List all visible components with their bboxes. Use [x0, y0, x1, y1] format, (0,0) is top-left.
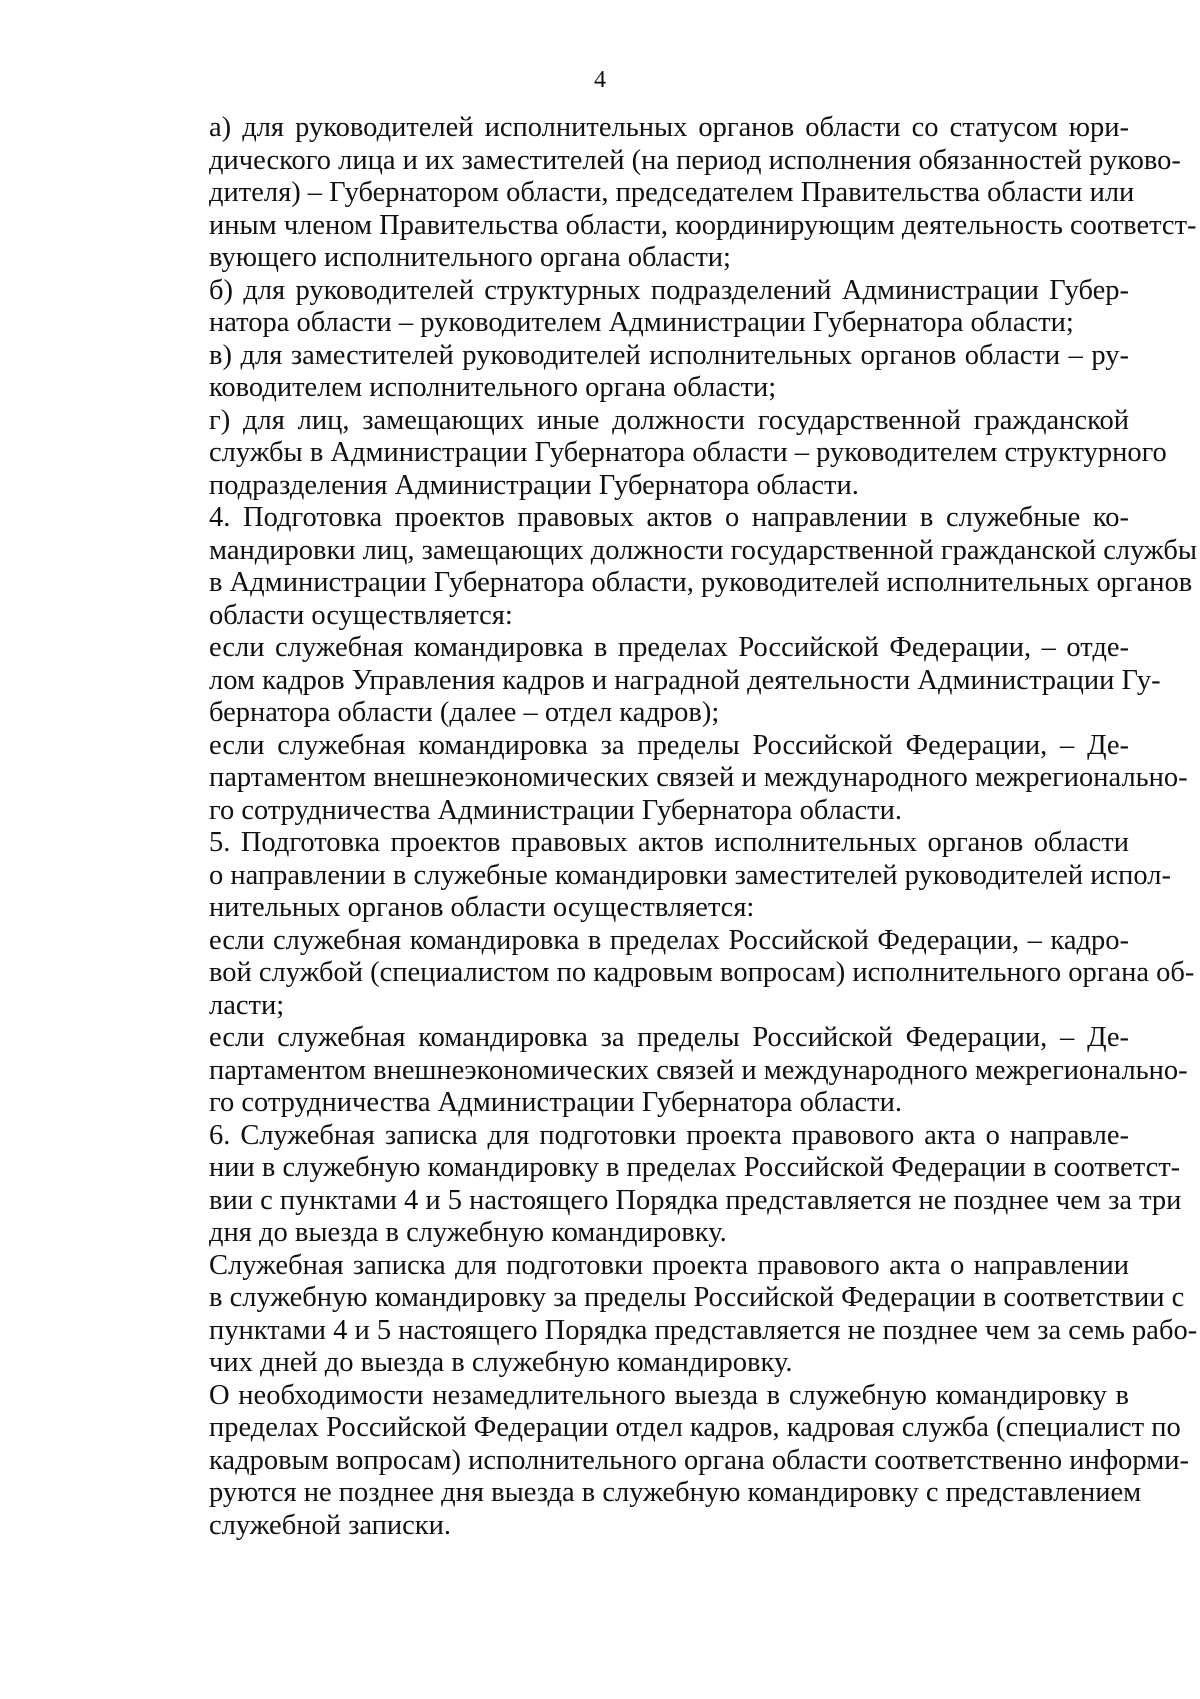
text-line: О необходимости незамедлительного выезда в служебную командировку в	[209, 1379, 1129, 1411]
text-line: в служебную командировку за пределы Российской Федерации в соответствии с	[209, 1282, 1185, 1313]
text-line: лом кадров Управления кадров и наградной деятельности Администрации Гу-	[209, 664, 1161, 696]
text-line: подразделения Администрации Губернатора области.	[209, 469, 859, 501]
paragraph-4-foreign	[139, 729, 1188, 828]
text-line: нительных органов области осуществляется:	[209, 892, 755, 923]
text-line: служебной записки.	[209, 1509, 451, 1541]
text-line: в) для заместителей руководителей исполнительных органов области – ру-	[209, 339, 1129, 371]
text-line: области осуществляется:	[209, 599, 513, 631]
text-line: натора области – руководителем Администрации Губернатора области;	[209, 307, 1074, 338]
text-line: дического лица и их заместителей (на период исполнения обязанностей руково-	[209, 144, 1181, 176]
text-line: партаментом внешнеэкономических связей и международного межрегионально-	[209, 1054, 1188, 1086]
paragraph-4-domestic	[139, 632, 1161, 730]
text-line: партаментом внешнеэкономических связей и международного межрегионально-	[209, 762, 1188, 793]
text-line: ласти;	[209, 989, 285, 1021]
text-line: 6. Служебная записка для подготовки проекта правового акта о направле-	[209, 1119, 1129, 1151]
text-line: дителя) – Губернатором области, председателем Правительства области или	[209, 177, 1135, 208]
text-line: службы в Администрации Губернатора области – руководителем структурного	[209, 437, 1167, 468]
text-line: руются не позднее дня выезда в служебную командировку с представлением	[209, 1477, 1142, 1508]
text-line: пределах Российской Федерации отдел кадров, кадровая служба (специалист по	[209, 1412, 1181, 1443]
text-line: б) для руководителей структурных подразделений Администрации Губер-	[209, 274, 1129, 306]
text-line: вующего исполнительного органа области;	[209, 242, 731, 273]
text-line: 5. Подготовка проектов правовых актов исполнительных органов области	[209, 827, 1129, 858]
text-line: иным членом Правительства области, координирующим деятельность соответст-	[209, 209, 1197, 241]
document-body	[139, 112, 1198, 1542]
text-line: чих дней до выезда в служебную командировку.	[209, 1347, 793, 1378]
text-line: а) для руководителей исполнительных органов области со статусом юри-	[209, 112, 1129, 143]
text-line: если служебная командировка в пределах Российской Федерации, – кадро-	[209, 924, 1129, 956]
text-line: кадровым вопросам) исполнительного органа области соответственно информи-	[209, 1444, 1190, 1476]
paragraph-g	[139, 404, 1167, 503]
text-line: г) для лиц, замещающих иные должности государственной гражданской	[209, 404, 1129, 436]
text-line: го сотрудничества Администрации Губернатора области.	[209, 1087, 902, 1118]
text-line: пунктами 4 и 5 настоящего Порядка представляется не позднее чем за семь рабо-	[209, 1314, 1198, 1346]
text-line: в Администрации Губернатора области, руководителей исполнительных органов	[209, 567, 1193, 598]
paragraph-5-foreign	[139, 1022, 1188, 1120]
text-line: Служебная записка для подготовки проекта правового акта о направлении	[209, 1249, 1129, 1281]
text-line: если служебная командировка в пределах Российской Федерации, – отде-	[209, 632, 1129, 663]
text-line: дня до выезда в служебную командировку.	[209, 1217, 727, 1248]
text-line: о направлении в служебные командировки заместителей руководителей испол-	[209, 859, 1171, 891]
text-line: бернатора области (далее – отдел кадров);	[209, 697, 720, 728]
text-line: если служебная командировка за пределы Российской Федерации, – Де-	[209, 1022, 1129, 1053]
text-line: если служебная командировка за пределы Российской Федерации, – Де-	[209, 729, 1129, 761]
paragraph-6-urgent	[139, 1379, 1190, 1543]
text-line: вой службой (специалистом по кадровым вопросам) исполнительного органа об-	[209, 957, 1195, 988]
paragraph-5-domestic	[139, 924, 1195, 1023]
text-line: нии в служебную командировку в пределах Российской Федерации в соответст-	[209, 1152, 1181, 1183]
text-line: 4. Подготовка проектов правовых актов о направлении в служебные ко-	[209, 502, 1129, 533]
text-line: го сотрудничества Администрации Губернатора области.	[209, 794, 902, 826]
paragraph-4	[139, 502, 1197, 632]
text-line: мандировки лиц, замещающих должности государственной гражданской службы	[209, 534, 1197, 566]
paragraph-a	[139, 112, 1197, 275]
paragraph-b	[139, 275, 1129, 340]
paragraph-6-foreign	[139, 1249, 1198, 1380]
text-line: вии с пунктами 4 и 5 настоящего Порядка представляется не позднее чем за три	[209, 1184, 1182, 1216]
paragraph-5	[139, 827, 1171, 925]
paragraph-v	[139, 340, 1129, 405]
text-line: ководителем исполнительного органа области;	[209, 372, 777, 403]
paragraph-6	[139, 1119, 1182, 1250]
page-number: 4	[594, 67, 606, 93]
